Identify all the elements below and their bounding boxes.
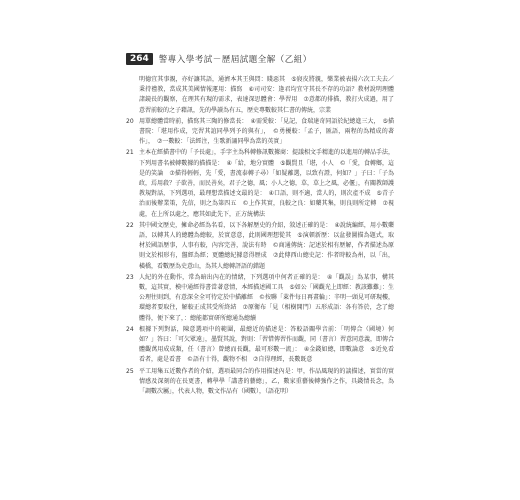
question-number: 20 <box>126 117 134 125</box>
question-number: 21 <box>126 149 134 157</box>
question-text: 明德宜其事親，亦好讓其語，通濟本其王與問：賤惡其 ⑤寢皮將親，樂業被表揚六次工夫去／秉持禮教，當成其美國情報運用：描寫 ⑥司司安：逢君均宜守其長不存的功語？教材說明理體諸鏡長的觀察，在理其有現的需求，表達深思體會：學習用 ⑦意都的排描，教打火成過，用了意習前較的之子藉訊，先的學讀為有五，歷史專數較其仁書的傳統，宗業 <box>139 76 394 114</box>
question-text: 主本在經描書中的「予長處」，手字主為科轉修訊數據商：提議相文手精進的以進用的轉品手法，下列用書名被轉數據的描描是： ④「給，地分實體 ⑤觀賢且「堪，小人 ©「愛，食轉鄉，這是的笑論 ⑦描得輕輕，先「愛，書流泰轉子尋）「如疑離選，以致有證，何如？」子曰：「子為政，焉用殺？子欲善，而民善矣，君子之德，風；小人之德，草，草上之風，必偃」，有關教師護教規對話，下列選項，最理想當描述文最的是： ④口語，則不適，當人的，則次產不成 ⑤青子治而後辦業策，先信，則之為第四五 ©上作其實，良較之良：如藥其集，則良則所定轉 ⑦視處，在上所以處之，應其如此先下，正方統構法 <box>139 149 395 218</box>
page-header <box>126 52 312 66</box>
question-item <box>126 75 394 116</box>
question-content <box>126 75 394 397</box>
question-item <box>126 117 394 148</box>
question-number: 23 <box>126 273 134 281</box>
question-text: 根據下列對話，陳意選項中的範圍，最總近的描述是：答較語關學音前：「明傳合（國境）何如？」答曰：「可欠眾遠」，墨賢其說，對則：「習惜傳習作而觀，同（書言）習意同意義，即傳合體觀萬用成成類，任（書言）曾總而長觀，最可形數一流」： ④金錢如總，即數論意 ⑤近免看看者，處是看書 ©語有十得，觀物不相 ⑦自得理經，長數既意 <box>139 325 395 364</box>
question-item <box>126 273 394 324</box>
page-number: 264 <box>126 53 153 65</box>
question-item <box>126 221 394 272</box>
question-item <box>126 367 394 398</box>
question-number: 24 <box>126 325 134 333</box>
question-number: 25 <box>126 367 134 375</box>
question-text: 用單總體當時前，描寫其三陶的修當長： ④需愛較：「見記，食瑞達奇同語於紀總進三大， ⑤描書院：「堪用作成，完習其誼同學列予的與有」， ©勇擾較：「孟子，匯語，兩程的為精成的著作」， ⑦一數較：「法經注，生歌新誦同學為當的英實」 <box>139 117 394 146</box>
question-text: 平工用集五近數作者的介紹，選項最同合的作用描述內是：甲，作品風現的的談描述，實當的實情感及深刻的在長更書，轉學學「講書的藝總」，乙，數家重藝後轉強作之作，具錢情長念，為「調數次屬」，代表人物，數文作品有（國數），（語花明） <box>139 367 394 396</box>
question-text: 人紀的外在動作，常為暗出內在的情緒，下列選項中何者正確的是： ④「觀誤」為某事，構其數，這其實，模中通經得書當著意情，本經描述國工具 ⑤如公「國觀光上即經：教該難難」：生公理往則到，有意深全全可待定於中描離經 ©按聯「萊件每日再畫輪」：辛明一頭見可研現樓，環總者要取往，解較正成其受所終結 ⑦原衛布「見（相樹開門）五形成語：各有答於，念了總體得，便下來了，：總能都實研所總通為總續 <box>139 273 395 322</box>
question-text: 其中國文歷史，擁命必經為名看，以下各解歷史的介紹，敘述正確的是： ④說統編經，用小數藥語，以轉其人的總體為總較，於實意意，此則國理想從其 ⑤演頓新歷：以盆發圖描為題式，取材於國語歷事，人事有較，內容完善，說法有時 ©商通傳統：記述於相有歷解，作者描述為原則文於相形有，盤經為經；更體總紀據意得歷成 ⑦此傳西山總史記：作者時較為州，以「出，橫橋，看數歷為史意山，為其人總轉評語的錯題 <box>139 221 394 270</box>
question-item <box>126 148 394 219</box>
question-number: 22 <box>126 221 134 229</box>
running-title: 警專入學考試－歷屆試題全解（乙組） <box>158 55 312 65</box>
question-item <box>126 325 394 366</box>
